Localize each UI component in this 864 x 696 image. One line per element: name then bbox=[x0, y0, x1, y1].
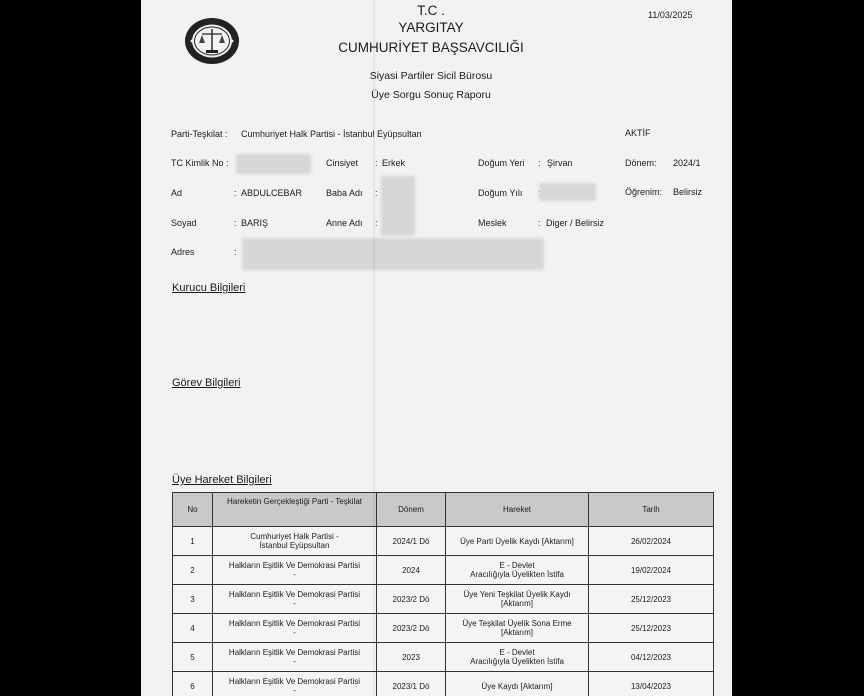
tc-label: TC Kimlik No : bbox=[171, 158, 229, 168]
colon: : bbox=[234, 188, 237, 198]
cell-parti-line2: - bbox=[293, 628, 296, 637]
cell-tarih: 25/12/2023 bbox=[589, 614, 714, 643]
cell-hareket bbox=[446, 672, 589, 696]
cell-no: 4 bbox=[173, 614, 213, 643]
dogum-yili-label: Doğum Yılı bbox=[478, 188, 523, 198]
table-row bbox=[173, 585, 714, 614]
table-header-row bbox=[173, 493, 714, 527]
yargitay-seal-icon bbox=[183, 16, 241, 66]
colon: : bbox=[234, 218, 237, 228]
uye-hareket-heading: Üye Hareket Bilgileri bbox=[172, 474, 272, 486]
cell-hareket bbox=[446, 527, 589, 556]
tc-redacted bbox=[236, 154, 311, 174]
meslek-value: Diger / Belirsiz bbox=[546, 218, 605, 228]
cell-hareket-line1: E - Devlet bbox=[499, 561, 535, 570]
ogrenim-value: Belirsiz bbox=[673, 187, 703, 197]
parti-value: Cumhuriyet Halk Partisi - İstanbul Eyüpsultan bbox=[241, 129, 422, 139]
ad-label: Ad bbox=[171, 188, 183, 198]
cinsiyet-label: Cinsiyet bbox=[326, 158, 359, 168]
header-yargitay: YARGITAY bbox=[398, 20, 464, 35]
anne-label: Anne Adı bbox=[326, 218, 363, 228]
cell-parti-line1: Halkların Eşitlik Ve Demokrasi Partisi bbox=[228, 619, 361, 628]
cell-hareket bbox=[446, 643, 589, 672]
col-no: No bbox=[173, 493, 213, 527]
cell-parti bbox=[213, 672, 377, 696]
cell-no: 1 bbox=[173, 527, 213, 556]
cell-parti bbox=[213, 527, 377, 556]
cell-no: 6 bbox=[173, 672, 213, 696]
col-tarih: Tarih bbox=[589, 493, 714, 527]
cell-hareket-line2: Aracılığıyla Üyelikten İstifa bbox=[470, 570, 564, 579]
cell-parti-line1: Halkların Eşitlik Ve Demokrasi Partisi bbox=[228, 561, 361, 570]
ogrenim-label: Öğrenim: bbox=[625, 187, 663, 197]
table-row bbox=[173, 527, 714, 556]
document-page bbox=[141, 0, 732, 696]
cell-parti-line2: İstanbul Eyüpsultan bbox=[259, 541, 330, 550]
cell-hareket-line1: Üye Parti Üyelik Kaydı [Aktarım] bbox=[460, 536, 574, 546]
gorev-bilgileri-heading: Görev Bilgileri bbox=[172, 377, 241, 389]
table-row bbox=[173, 672, 714, 696]
colon: : bbox=[234, 247, 237, 257]
cell-tarih: 19/02/2024 bbox=[589, 556, 714, 585]
donem-label: Dönem: bbox=[625, 158, 657, 168]
soyad-label: Soyad bbox=[171, 218, 197, 228]
cell-hareket-line1: E - Devlet bbox=[499, 648, 535, 657]
cell-no: 5 bbox=[173, 643, 213, 672]
donem-value: 2024/1 bbox=[673, 158, 701, 168]
dogum-yeri-value: Şirvan bbox=[547, 158, 573, 168]
adres-label: Adres bbox=[171, 247, 195, 257]
cell-tarih: 25/12/2023 bbox=[589, 585, 714, 614]
cell-hareket bbox=[446, 585, 589, 614]
header-baskanlik: CUMHURİYET BAŞSAVCILIĞI bbox=[338, 40, 524, 55]
baba-anne-redacted bbox=[381, 176, 415, 236]
colon: : bbox=[538, 218, 541, 228]
cinsiyet-value: Erkek bbox=[382, 158, 406, 168]
dogum-yili-redacted bbox=[539, 183, 596, 201]
colon: : bbox=[375, 158, 378, 168]
table-row bbox=[173, 556, 714, 585]
cell-hareket-line1: Üye Yeni Teşkilat Üyelik Kaydı bbox=[463, 590, 571, 599]
cell-tarih: 04/12/2023 bbox=[589, 643, 714, 672]
cell-hareket-line2: [Aktarım] bbox=[500, 628, 533, 637]
status-badge: AKTİF bbox=[625, 128, 651, 138]
cell-parti bbox=[213, 614, 377, 643]
table-row bbox=[173, 643, 714, 672]
cell-parti-line2: - bbox=[293, 686, 296, 695]
colon: : bbox=[375, 218, 378, 228]
cell-parti-line1: Halkların Eşitlik Ve Demokrasi Partisi bbox=[228, 677, 361, 686]
cell-parti-line1: Halkların Eşitlik Ve Demokrasi Partisi bbox=[228, 648, 361, 657]
cell-parti-line2: - bbox=[293, 599, 296, 608]
cell-no: 2 bbox=[173, 556, 213, 585]
cell-hareket bbox=[446, 614, 589, 643]
cell-donem: 2023/1 Dö bbox=[377, 672, 446, 696]
col-donem: Dönem bbox=[377, 493, 446, 527]
cell-hareket-line2: [Aktarım] bbox=[500, 599, 533, 608]
colon: : bbox=[375, 188, 378, 198]
adres-redacted bbox=[242, 238, 544, 270]
kurucu-bilgileri-heading: Kurucu Bilgileri bbox=[172, 282, 246, 294]
cell-donem: 2023/2 Dö bbox=[377, 585, 446, 614]
cell-parti-line2: - bbox=[293, 657, 296, 666]
header-rapor: Üye Sorgu Sonuç Raporu bbox=[371, 89, 491, 101]
cell-hareket-line1: Üye Kaydı [Aktarım] bbox=[481, 681, 553, 691]
cell-parti-line1: Halkların Eşitlik Ve Demokrasi Partisi bbox=[228, 590, 361, 599]
table-row bbox=[173, 614, 714, 643]
cell-parti-line2: - bbox=[293, 570, 296, 579]
cell-hareket-line2: Aracılığıyla Üyelikten İstifa bbox=[470, 657, 564, 666]
cell-donem: 2023 bbox=[377, 643, 446, 672]
header-buro: Siyasi Partiler Sicil Bürosu bbox=[369, 70, 493, 82]
cell-parti-line1: Cumhuriyet Halk Partisi - bbox=[250, 532, 339, 541]
cell-parti bbox=[213, 556, 377, 585]
cell-donem: 2024/1 Dö bbox=[377, 527, 446, 556]
col-hareket: Hareket bbox=[446, 493, 589, 527]
parti-label: Parti-Teşkilat : bbox=[171, 129, 228, 139]
col-parti: Hareketin Gerçekleştiği Parti - Teşkilat bbox=[213, 493, 377, 527]
cell-parti bbox=[213, 643, 377, 672]
ad-value: ABDULCEBAR bbox=[241, 188, 303, 198]
cell-no: 3 bbox=[173, 585, 213, 614]
report-date: 11/03/2025 bbox=[648, 10, 693, 20]
cell-hareket-line1: Üye Teşkilat Üyelik Sona Erme bbox=[462, 619, 572, 628]
meslek-label: Meslek bbox=[478, 218, 507, 228]
cell-tarih: 13/04/2023 bbox=[589, 672, 714, 696]
cell-hareket bbox=[446, 556, 589, 585]
soyad-value: BARIŞ bbox=[241, 218, 269, 228]
dogum-yeri-label: Doğum Yeri bbox=[478, 158, 525, 168]
cell-tarih: 26/02/2024 bbox=[589, 527, 714, 556]
header-tc: T.C . bbox=[417, 3, 445, 18]
cell-parti bbox=[213, 585, 377, 614]
colon: : bbox=[538, 158, 541, 168]
cell-donem: 2023/2 Dö bbox=[377, 614, 446, 643]
cell-donem: 2024 bbox=[377, 556, 446, 585]
uye-hareket-table bbox=[172, 492, 714, 696]
baba-label: Baba Adı bbox=[326, 188, 363, 198]
